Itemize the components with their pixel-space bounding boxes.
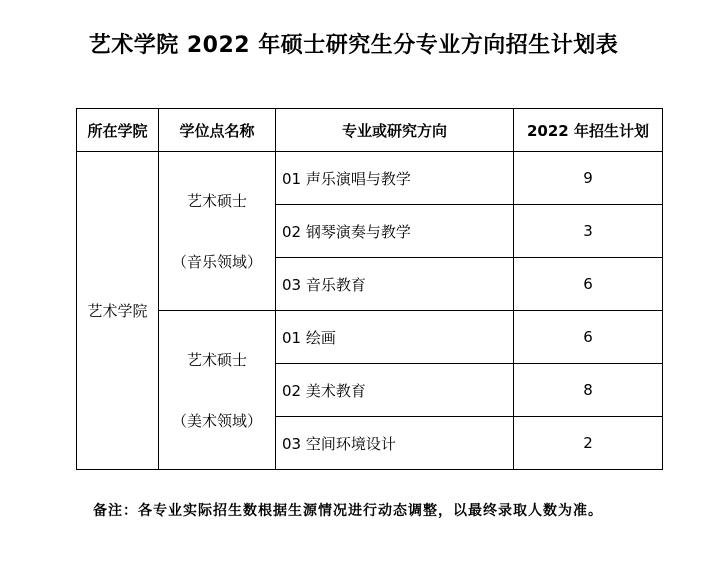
- header-degree: 学位点名称: [159, 109, 276, 152]
- table-row: [77, 311, 663, 364]
- major-cell: 03 音乐教育: [276, 258, 514, 311]
- major-cell: 01 声乐演唱与教学: [276, 152, 514, 205]
- enrollment-plan-table: [76, 108, 663, 470]
- footnote: 备注：各专业实际招生数根据生源情况进行动态调整，以最终录取人数为准。: [93, 503, 603, 519]
- header-plan: 2022 年招生计划: [514, 109, 663, 152]
- degree-name: 艺术硕士: [186, 192, 247, 210]
- plan-cell: 6: [514, 258, 663, 311]
- plan-cell: 6: [514, 311, 663, 364]
- degree-field: （美术领域）: [171, 412, 262, 430]
- plan-cell: 3: [514, 205, 663, 258]
- major-cell: 02 钢琴演奏与教学: [276, 205, 514, 258]
- header-college: 所在学院: [77, 109, 159, 152]
- plan-cell: 9: [514, 152, 663, 205]
- plan-cell: 8: [514, 364, 663, 417]
- table-row: [77, 152, 663, 205]
- degree-cell-music: [159, 152, 276, 311]
- major-cell: 02 美术教育: [276, 364, 514, 417]
- major-cell: 01 绘画: [276, 311, 514, 364]
- page-title: 艺术学院 2022 年硕士研究生分专业方向招生计划表: [88, 33, 619, 58]
- college-cell: 艺术学院: [77, 152, 159, 470]
- table-header-row: [77, 109, 663, 152]
- degree-cell-fine-arts: [159, 311, 276, 470]
- header-major: 专业或研究方向: [276, 109, 514, 152]
- degree-field: （音乐领域）: [171, 253, 262, 271]
- plan-cell: 2: [514, 417, 663, 470]
- major-cell: 03 空间环境设计: [276, 417, 514, 470]
- degree-name: 艺术硕士: [186, 351, 247, 369]
